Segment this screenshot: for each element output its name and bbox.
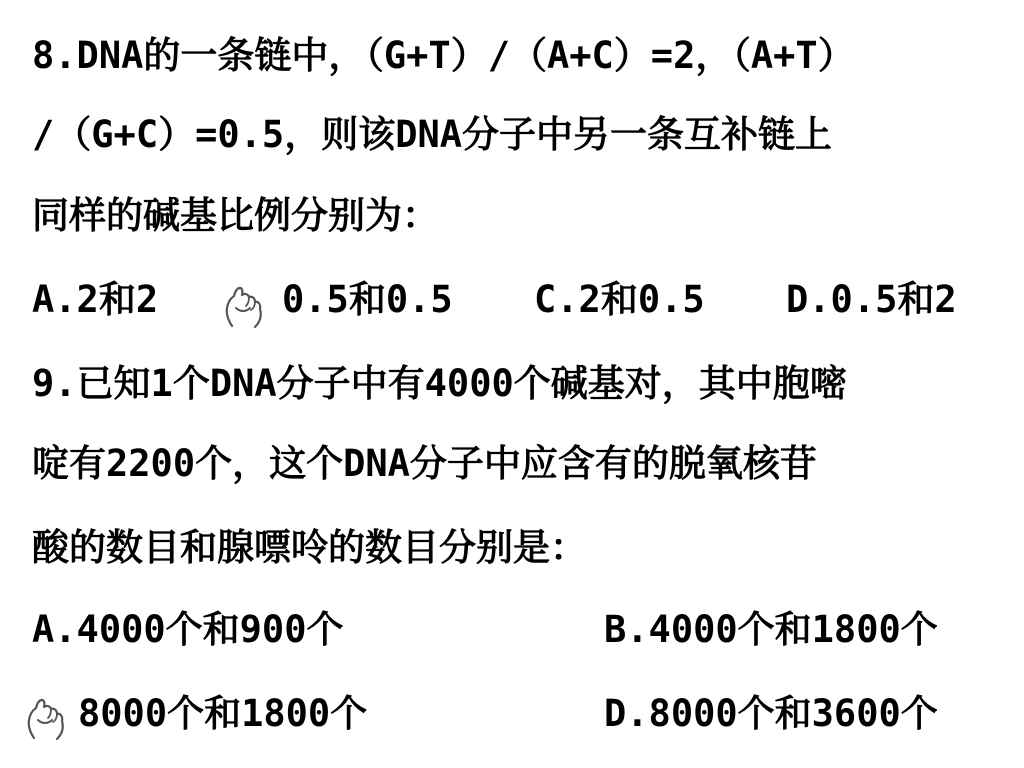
q9-option-b[interactable]: B.4000个和1800个 <box>604 608 938 651</box>
q9-line-2: 啶有2200个，这个DNA分子中应含有的脱氧核苷 <box>32 442 817 485</box>
q9-option-d[interactable]: D.8000个和3600个 <box>604 692 938 735</box>
q9-line-1: 9.已知1个DNA分子中有4000个碱基对，其中胞嘧 <box>32 362 847 405</box>
q8-option-c[interactable]: C.2和0.5 <box>534 278 705 321</box>
q8-option-b[interactable]: 0.5和0.5 <box>282 278 453 321</box>
hand-pointer-icon[interactable] <box>20 694 72 746</box>
hand-pointer-icon[interactable] <box>218 282 270 334</box>
q8-option-d[interactable]: D.0.5和2 <box>786 278 957 321</box>
q9-option-c[interactable]: 8000个和1800个 <box>78 692 368 735</box>
q8-line-2: /（G+C）=0.5，则该DNA分子中另一条互补链上 <box>32 113 833 156</box>
q9-line-3: 酸的数目和腺嘌呤的数目分别是： <box>32 526 587 569</box>
q8-option-a[interactable]: A.2和2 <box>32 278 159 321</box>
q8-line-3: 同样的碱基比例分别为： <box>32 194 439 237</box>
q8-line-1: 8.DNA的一条链中，（G+T）/（A+C）=2，（A+T） <box>32 34 855 77</box>
q9-option-a[interactable]: A.4000个和900个 <box>32 608 344 651</box>
